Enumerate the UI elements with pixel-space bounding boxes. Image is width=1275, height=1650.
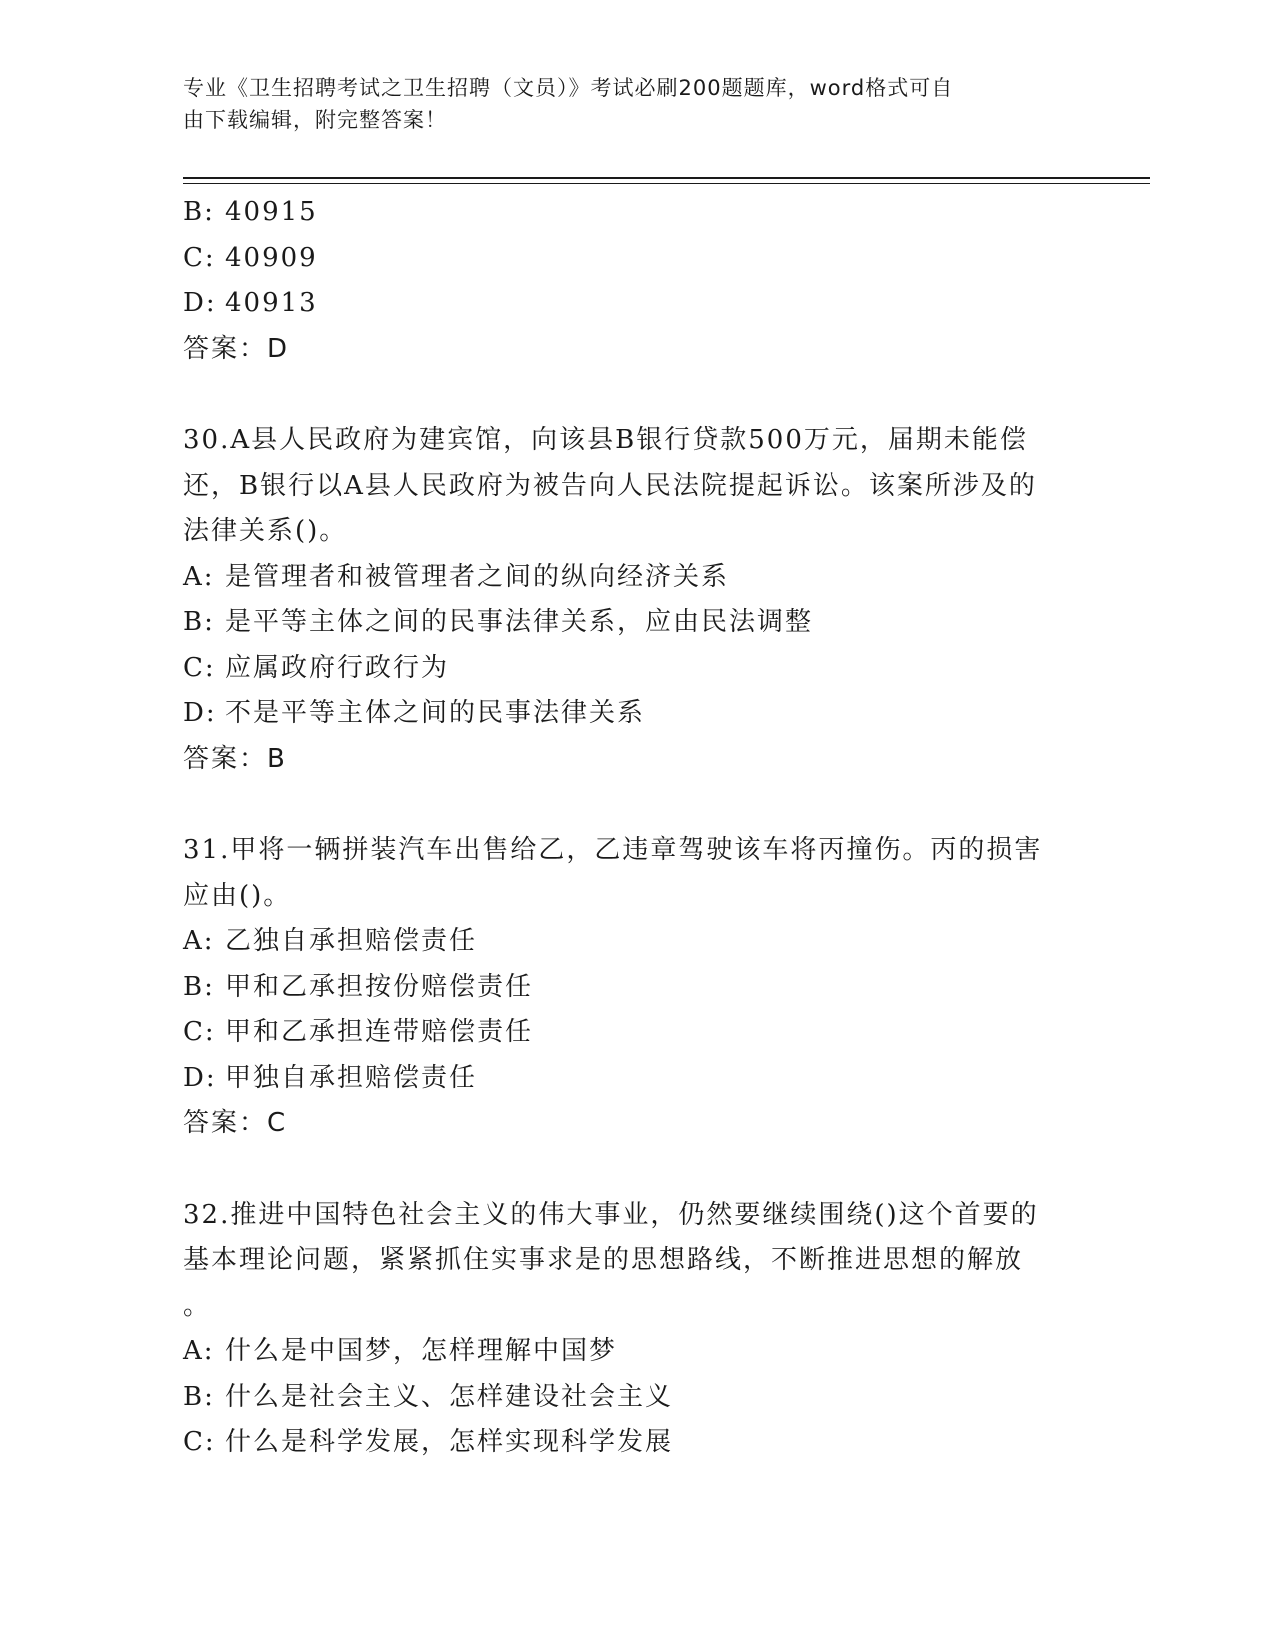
option-a: A: 是管理者和被管理者之间的纵向经济关系: [183, 561, 730, 592]
option-c: C: 什么是科学发展，怎样实现科学发展: [183, 1427, 674, 1457]
option-a: A: 乙独自承担赔偿责任: [183, 926, 478, 956]
option-b: B: 什么是社会主义、怎样建设社会主义: [183, 1381, 674, 1412]
question-30: [183, 418, 1083, 782]
option-c: C: 40909: [183, 242, 318, 273]
option-b: B: 甲和乙承担按份赔偿责任: [183, 971, 534, 1002]
option-a: A: 什么是中国梦，怎样理解中国梦: [183, 1336, 618, 1366]
option-d: D: 不是平等主体之间的民事法律关系: [183, 698, 646, 728]
question-stem: 30.A县人民政府为建宾馆，向该县B银行贷款500万元，届期未能偿 还，B银行以A县人民政府为被告向人民法院提起诉讼。该案所涉及的 法律关系()。: [183, 425, 1037, 546]
option-c: C: 应属政府行政行为: [183, 652, 450, 683]
answer-line: 答案：B: [183, 743, 287, 774]
option-d: D: 40913: [183, 288, 318, 318]
question-list: [183, 190, 1083, 1466]
header-divider-thin: [183, 183, 1150, 184]
header-line-2: 由下载编辑，附完整答案！: [183, 108, 447, 132]
prev-question-options: [183, 190, 1083, 372]
option-c: C: 甲和乙承担连带赔偿责任: [183, 1017, 534, 1047]
option-d: D: 甲独自承担赔偿责任: [183, 1062, 478, 1093]
question-31: [183, 828, 1083, 1147]
header-line-1: 专业《卫生招聘考试之卫生招聘（文员）》考试必刷200题题库，word格式可自: [183, 76, 954, 100]
header-divider-thick: [183, 177, 1150, 179]
question-stem: 32.推进中国特色社会主义的伟大事业，仍然要继续围绕()这个首要的 基本理论问题，紧紧抓住实事求是的思想路线，不断推进思想的解放 。: [183, 1199, 1039, 1321]
question-stem: 31.甲将一辆拼装汽车出售给乙，乙违章驾驶该车将丙撞伤。丙的损害 应由()。: [183, 835, 1043, 911]
page-header: [183, 72, 1063, 136]
option-b: B: 40915: [183, 197, 318, 227]
answer-line: 答案：D: [183, 333, 290, 364]
question-32: [183, 1193, 1083, 1466]
option-b: B: 是平等主体之间的民事法律关系，应由民法调整: [183, 607, 814, 637]
answer-line: 答案：C: [183, 1108, 288, 1138]
